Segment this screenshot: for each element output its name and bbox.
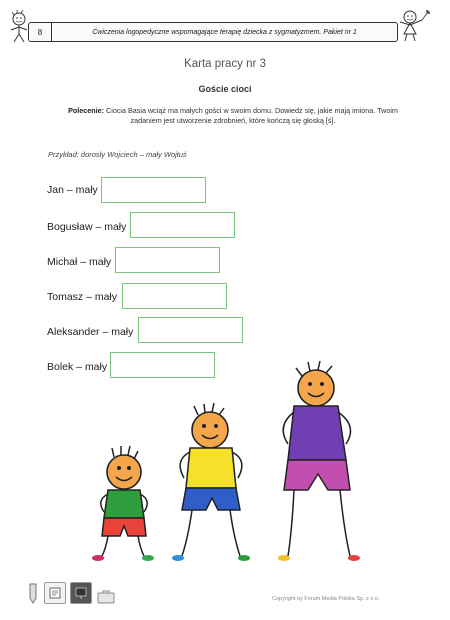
instruction-text: Ciocia Basia wciąż ma małych gości w swoim domu. Dowiedz się, jakie mają imiona. Twoim zadaniem jest utworzenie zdrobnień, które kończą się głoską [ś]. [104,106,398,126]
instruction-label: Polecenie: [68,106,105,115]
pencil-icon [26,582,40,604]
tall-boy-figure [278,361,360,561]
example-line: Przykład: dorosły Wojciech – mały Wojtuś [48,150,187,159]
small-boy-figure [92,446,154,561]
bottom-icon-bar [26,582,116,604]
children-illustration [88,360,378,575]
answer-field-tomasz[interactable] [122,283,227,309]
answer-field-aleksander[interactable] [138,317,243,343]
board-icon [70,582,92,604]
briefcase-icon [96,588,116,604]
row-label-bolek: Bolek – mały [47,361,108,373]
copyright-notice: Copyright by Forum Media Polska Sp. z o.o. [272,596,380,602]
page-number: 8 [29,23,52,41]
row-label-michal: Michał – mały [47,256,112,268]
middle-boy-figure [172,403,250,561]
row-label-aleksander: Aleksander – mały [47,326,134,338]
worksheet-title: Karta pracy nr 3 [184,58,266,70]
row-label-boguslaw: Bogusław – mały [47,221,127,233]
instruction [68,106,398,127]
worksheet-icon [44,582,66,604]
running-title: Ćwiczenia logopedyczne wspomagające terapię dziecka z sygmatyzmem. Pakiet nr 1 [92,28,357,36]
row-label-tomasz: Tomasz – mały [47,291,118,303]
answer-field-michal[interactable] [115,247,220,273]
row-label-jan: Jan – mały [47,184,98,196]
running-header [28,22,398,42]
answer-field-boguslaw[interactable] [130,212,235,238]
answer-field-jan[interactable] [101,177,206,203]
worksheet-subtitle: Goście cioci [198,84,252,94]
